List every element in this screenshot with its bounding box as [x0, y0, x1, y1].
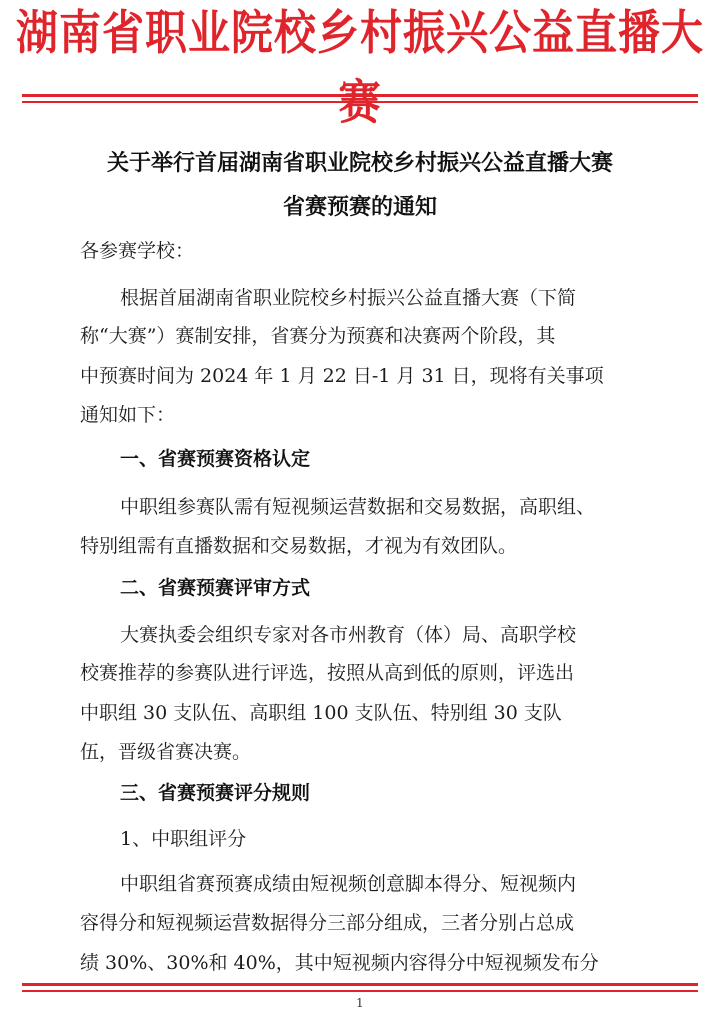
section-3-line: 绩 30%、30%和 40%，其中短视频内容得分中短视频发布分 — [80, 952, 599, 974]
section-3-line: 中职组省赛预赛成绩由短视频创意脚本得分、短视频内 — [120, 873, 577, 895]
section-heading-2: 二、省赛预赛评审方式 — [120, 577, 311, 599]
section-3-subheading: 1、中职组评分 — [120, 828, 247, 850]
intro-line: 称“大赛”）赛制安排，省赛分为预赛和决赛两个阶段，其 — [80, 325, 556, 347]
notice-title-line-1: 关于举行首届湖南省职业院校乡村振兴公益直播大赛 — [106, 151, 613, 176]
section-2-line: 中职组 30 支队伍、高职组 100 支队伍、特别组 30 支队 — [80, 702, 562, 724]
letterhead-title: 湖南省职业院校乡村振兴公益直播大 — [15, 5, 704, 61]
section-1-line: 特别组需有直播数据和交易数据，才视为有效团队。 — [80, 535, 518, 557]
section-1-line: 中职组参赛队需有短视频运营数据和交易数据，高职组、 — [120, 496, 596, 518]
section-2-line: 伍，晋级省赛决赛。 — [80, 741, 252, 763]
section-2-line: 大赛执委会组织专家对各市州教育（体）局、高职学校 — [120, 624, 577, 646]
footer-rule-thick — [22, 983, 698, 986]
section-heading-1: 一、省赛预赛资格认定 — [120, 448, 311, 470]
intro-line: 根据首届湖南省职业院校乡村振兴公益直播大赛（下简 — [120, 287, 577, 309]
section-2-line: 校赛推荐的参赛队进行评选，按照从高到低的原则，评选出 — [80, 662, 575, 684]
intro-line: 通知如下： — [80, 404, 176, 426]
notice-title-line-2: 省赛预赛的通知 — [282, 195, 437, 220]
page-number: 1 — [356, 996, 364, 1010]
section-heading-3: 三、省赛预赛评分规则 — [120, 782, 311, 804]
header-rule-thick — [22, 94, 698, 97]
salutation: 各参赛学校： — [80, 240, 195, 262]
intro-line: 中预赛时间为 2024 年 1 月 22 日-1 月 31 日，现将有关事项 — [80, 365, 604, 387]
header-rule-thin — [22, 101, 698, 103]
section-3-line: 容得分和短视频运营数据得分三部分组成，三者分别占总成 — [80, 912, 575, 934]
footer-rule-thin — [22, 990, 698, 992]
